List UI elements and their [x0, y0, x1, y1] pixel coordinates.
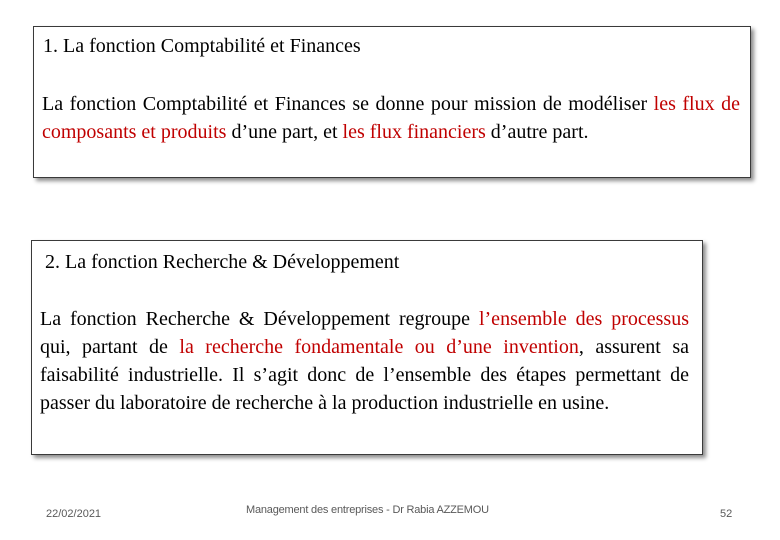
section-title-recherche: 2. La fonction Recherche & Développement — [45, 251, 400, 273]
slide-number: 52 — [720, 508, 733, 520]
highlighted-text: l’ensemble des processus — [478, 308, 689, 330]
footer-course-author: Management des entreprises - Dr Rabia AZZEMOU — [246, 504, 489, 516]
section-body-recherche — [40, 305, 689, 417]
section-body-comptabilite — [42, 90, 740, 146]
highlighted-text: la recherche fondamentale ou d’une invention — [179, 336, 579, 358]
body-text: La fonction Recherche & Développement regroupe — [40, 308, 479, 330]
highlighted-text: les flux financiers — [342, 121, 486, 143]
section-title-comptabilite: 1. La fonction Comptabilité et Finances — [43, 35, 361, 57]
footer-date: 22/02/2021 — [46, 508, 102, 520]
section-comptabilite-box — [33, 26, 751, 178]
section-recherche-box — [31, 240, 703, 455]
highlighted-text: les flux de composants et produits — [42, 93, 740, 143]
body-text: d’autre part. — [485, 121, 589, 143]
body-text: d’une part, et — [226, 121, 343, 143]
body-text: , assurent sa faisabilité industrielle. Il s’agit donc de l’ensemble des étapes permettant de passer du laboratoire de recherche à la production industrielle en usine. — [40, 336, 689, 414]
body-text: qui, partant de — [40, 336, 180, 358]
body-text: La fonction Comptabilité et Finances se donne pour mission de modéliser — [42, 93, 654, 115]
